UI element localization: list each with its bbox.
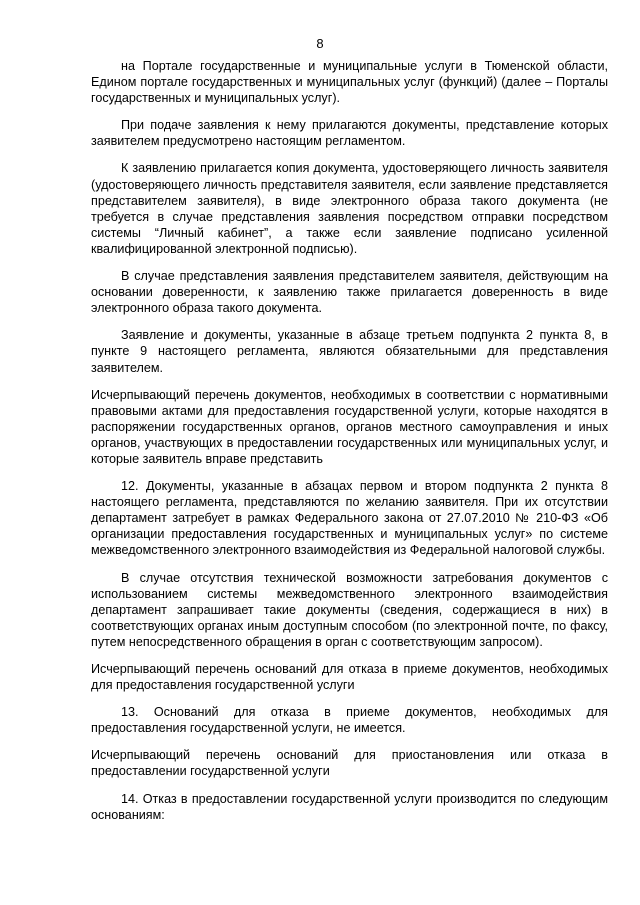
paragraph-mandatory-documents: Заявление и документы, указанные в абзаце третьем подпункта 2 пункта 8, в пункте 9 настоящего регламента, являются обязательными для представления заявителем.	[91, 328, 608, 375]
paragraph-identity-copy: К заявлению прилагается копия документа, удостоверяющего личность заявителя (удостоверяющего личность представителя заявителя, если заявление представляется представителем заявителя), в виде электронного образа такого документа (не требуется в случае представления заявления посредством отправки посредством системы “Личный кабинет”, а также если заявление подписано усиленной квалифицированной электронной подписью).	[91, 161, 608, 256]
paragraph-attached-documents: При подаче заявления к нему прилагаются документы, представление которых заявителем предусмотрено настоящим регламентом.	[91, 118, 608, 149]
paragraph-no-technical-possibility: В случае отсутствия технической возможности затребования документов с использованием системы межведомственного электронного взаимодействия департамент запрашивает такие документы (сведения, содержащиеся в них) в соответствующих органах иным доступным способом (по электронной почте, по факсу, путем непосредственного обращения в орган с соответствующим запросом).	[91, 570, 608, 649]
paragraph-item-14: 14. Отказ в предоставлении государственной услуги производится по следующим основаниям:	[91, 791, 608, 822]
paragraph-item-13: 13. Оснований для отказа в приеме документов, необходимых для предоставления государственной услуги, не имеется.	[91, 705, 608, 736]
paragraph-power-of-attorney: В случае представления заявления представителем заявителя, действующим на основании доверенности, к заявлению также прилагается доверенность в виде электронного образа такого документа.	[91, 269, 608, 316]
section-heading-documents-in-possession: Исчерпывающий перечень документов, необходимых в соответствии с нормативными правовыми актами для предоставления государственной услуги, которые находятся в распоряжении государственных органов, органов местного самоуправления и иных органов, участвующих в предоставлении государственных или муниципальных услуг, и которые заявитель вправе представить	[91, 387, 608, 466]
page-number: 8	[316, 36, 324, 51]
document-body	[91, 58, 608, 834]
paragraph-item-12: 12. Документы, указанные в абзацах первом и втором подпункта 2 пункта 8 настоящего регламента, представляются по желанию заявителя. При их отсутствии департамент затребует в рамках Федерального закона от 27.07.2010 № 210-ФЗ «Об организации предоставления государственных и муниципальных услуг» по системе межведомственного электронного взаимодействия из Федеральной налоговой службы.	[91, 479, 608, 558]
section-heading-refusal-acceptance: Исчерпывающий перечень оснований для отказа в приеме документов, необходимых для предоставления государственной услуги	[91, 662, 608, 693]
paragraph-portals-continuation: на Портале государственные и муниципальные услуги в Тюменской области, Едином портале государственных и муниципальных услуг (функций) (далее – Порталы государственных и муниципальных услуг).	[91, 59, 608, 106]
section-heading-suspension-refusal: Исчерпывающий перечень оснований для приостановления или отказа в предоставлении государственной услуги	[91, 748, 608, 779]
